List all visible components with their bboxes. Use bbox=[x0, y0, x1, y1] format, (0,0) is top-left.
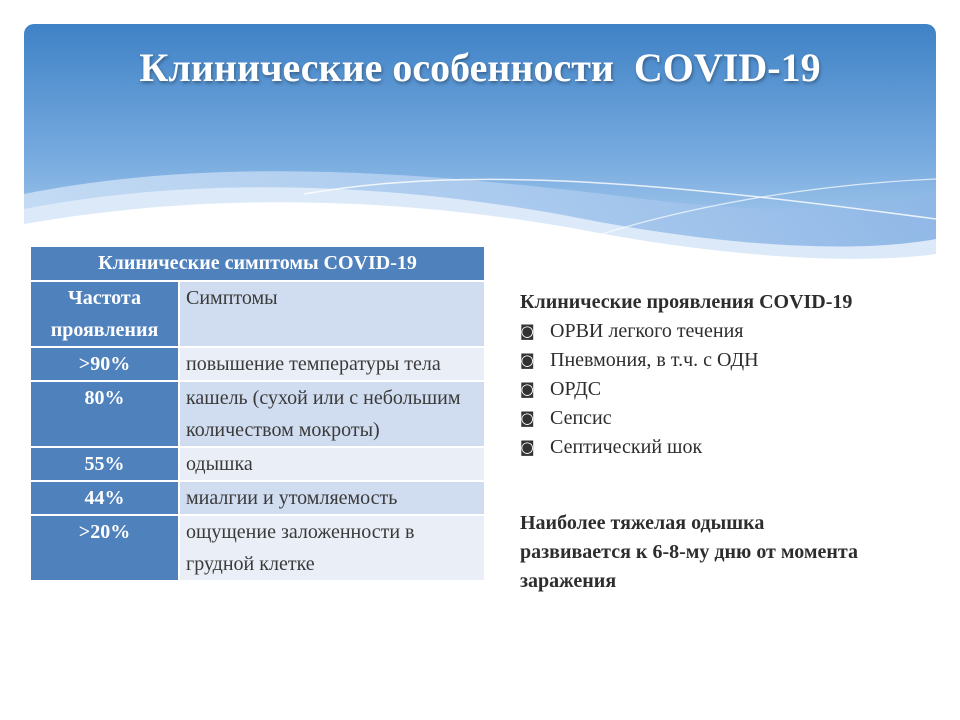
dyspnea-note: Наиболее тяжелая одышка развивается к 6-8-му дню от момента заражения bbox=[520, 512, 858, 592]
header-frequency: Частота проявления bbox=[30, 281, 179, 347]
manifestations-list bbox=[520, 317, 940, 462]
bullet-icon: ◙ bbox=[520, 380, 535, 398]
bullet-icon: ◙ bbox=[520, 322, 535, 340]
list-item-label: ОРДС bbox=[550, 378, 602, 400]
symptom-cell: миалгии и утомляемость bbox=[179, 481, 485, 515]
bullet-icon: ◙ bbox=[520, 409, 535, 427]
list-item-label: Сепсис bbox=[550, 407, 612, 429]
frequency-cell: 44% bbox=[30, 481, 179, 515]
list-item-label: ОРВИ легкого течения bbox=[550, 320, 744, 342]
frequency-cell: >20% bbox=[30, 515, 179, 581]
slide-title: Клинические особенности COVID-19 bbox=[139, 45, 821, 90]
symptoms-table bbox=[29, 245, 486, 582]
list-item bbox=[520, 317, 940, 346]
list-item bbox=[520, 404, 940, 433]
frequency-cell: 55% bbox=[30, 447, 179, 481]
table-row bbox=[30, 515, 485, 581]
table-header-row bbox=[30, 281, 485, 347]
symptom-cell: повышение температуры тела bbox=[179, 347, 485, 381]
symptom-cell: кашель (сухой или с небольшим количеством мокроты) bbox=[179, 381, 485, 447]
list-item bbox=[520, 433, 940, 462]
header-symptoms: Симптомы bbox=[179, 281, 485, 347]
manifestations-panel bbox=[520, 288, 940, 596]
list-item-label: Пневмония, в т.ч. с ОДН bbox=[550, 349, 759, 371]
list-item bbox=[520, 375, 940, 404]
table-caption: Клинические симптомы COVID-19 bbox=[30, 246, 485, 281]
list-item-label: Септический шок bbox=[550, 436, 703, 458]
table-row bbox=[30, 347, 485, 381]
table-row bbox=[30, 381, 485, 447]
table-caption-row bbox=[30, 246, 485, 281]
table-row bbox=[30, 481, 485, 515]
list-item bbox=[520, 346, 940, 375]
symptom-cell: одышка bbox=[179, 447, 485, 481]
symptom-cell: ощущение заложенности в грудной клетке bbox=[179, 515, 485, 581]
bullet-icon: ◙ bbox=[520, 351, 535, 369]
manifestations-heading: Клинические проявления COVID-19 bbox=[520, 291, 853, 313]
bullet-icon: ◙ bbox=[520, 438, 535, 456]
frequency-cell: 80% bbox=[30, 381, 179, 447]
table-row bbox=[30, 447, 485, 481]
frequency-cell: >90% bbox=[30, 347, 179, 381]
